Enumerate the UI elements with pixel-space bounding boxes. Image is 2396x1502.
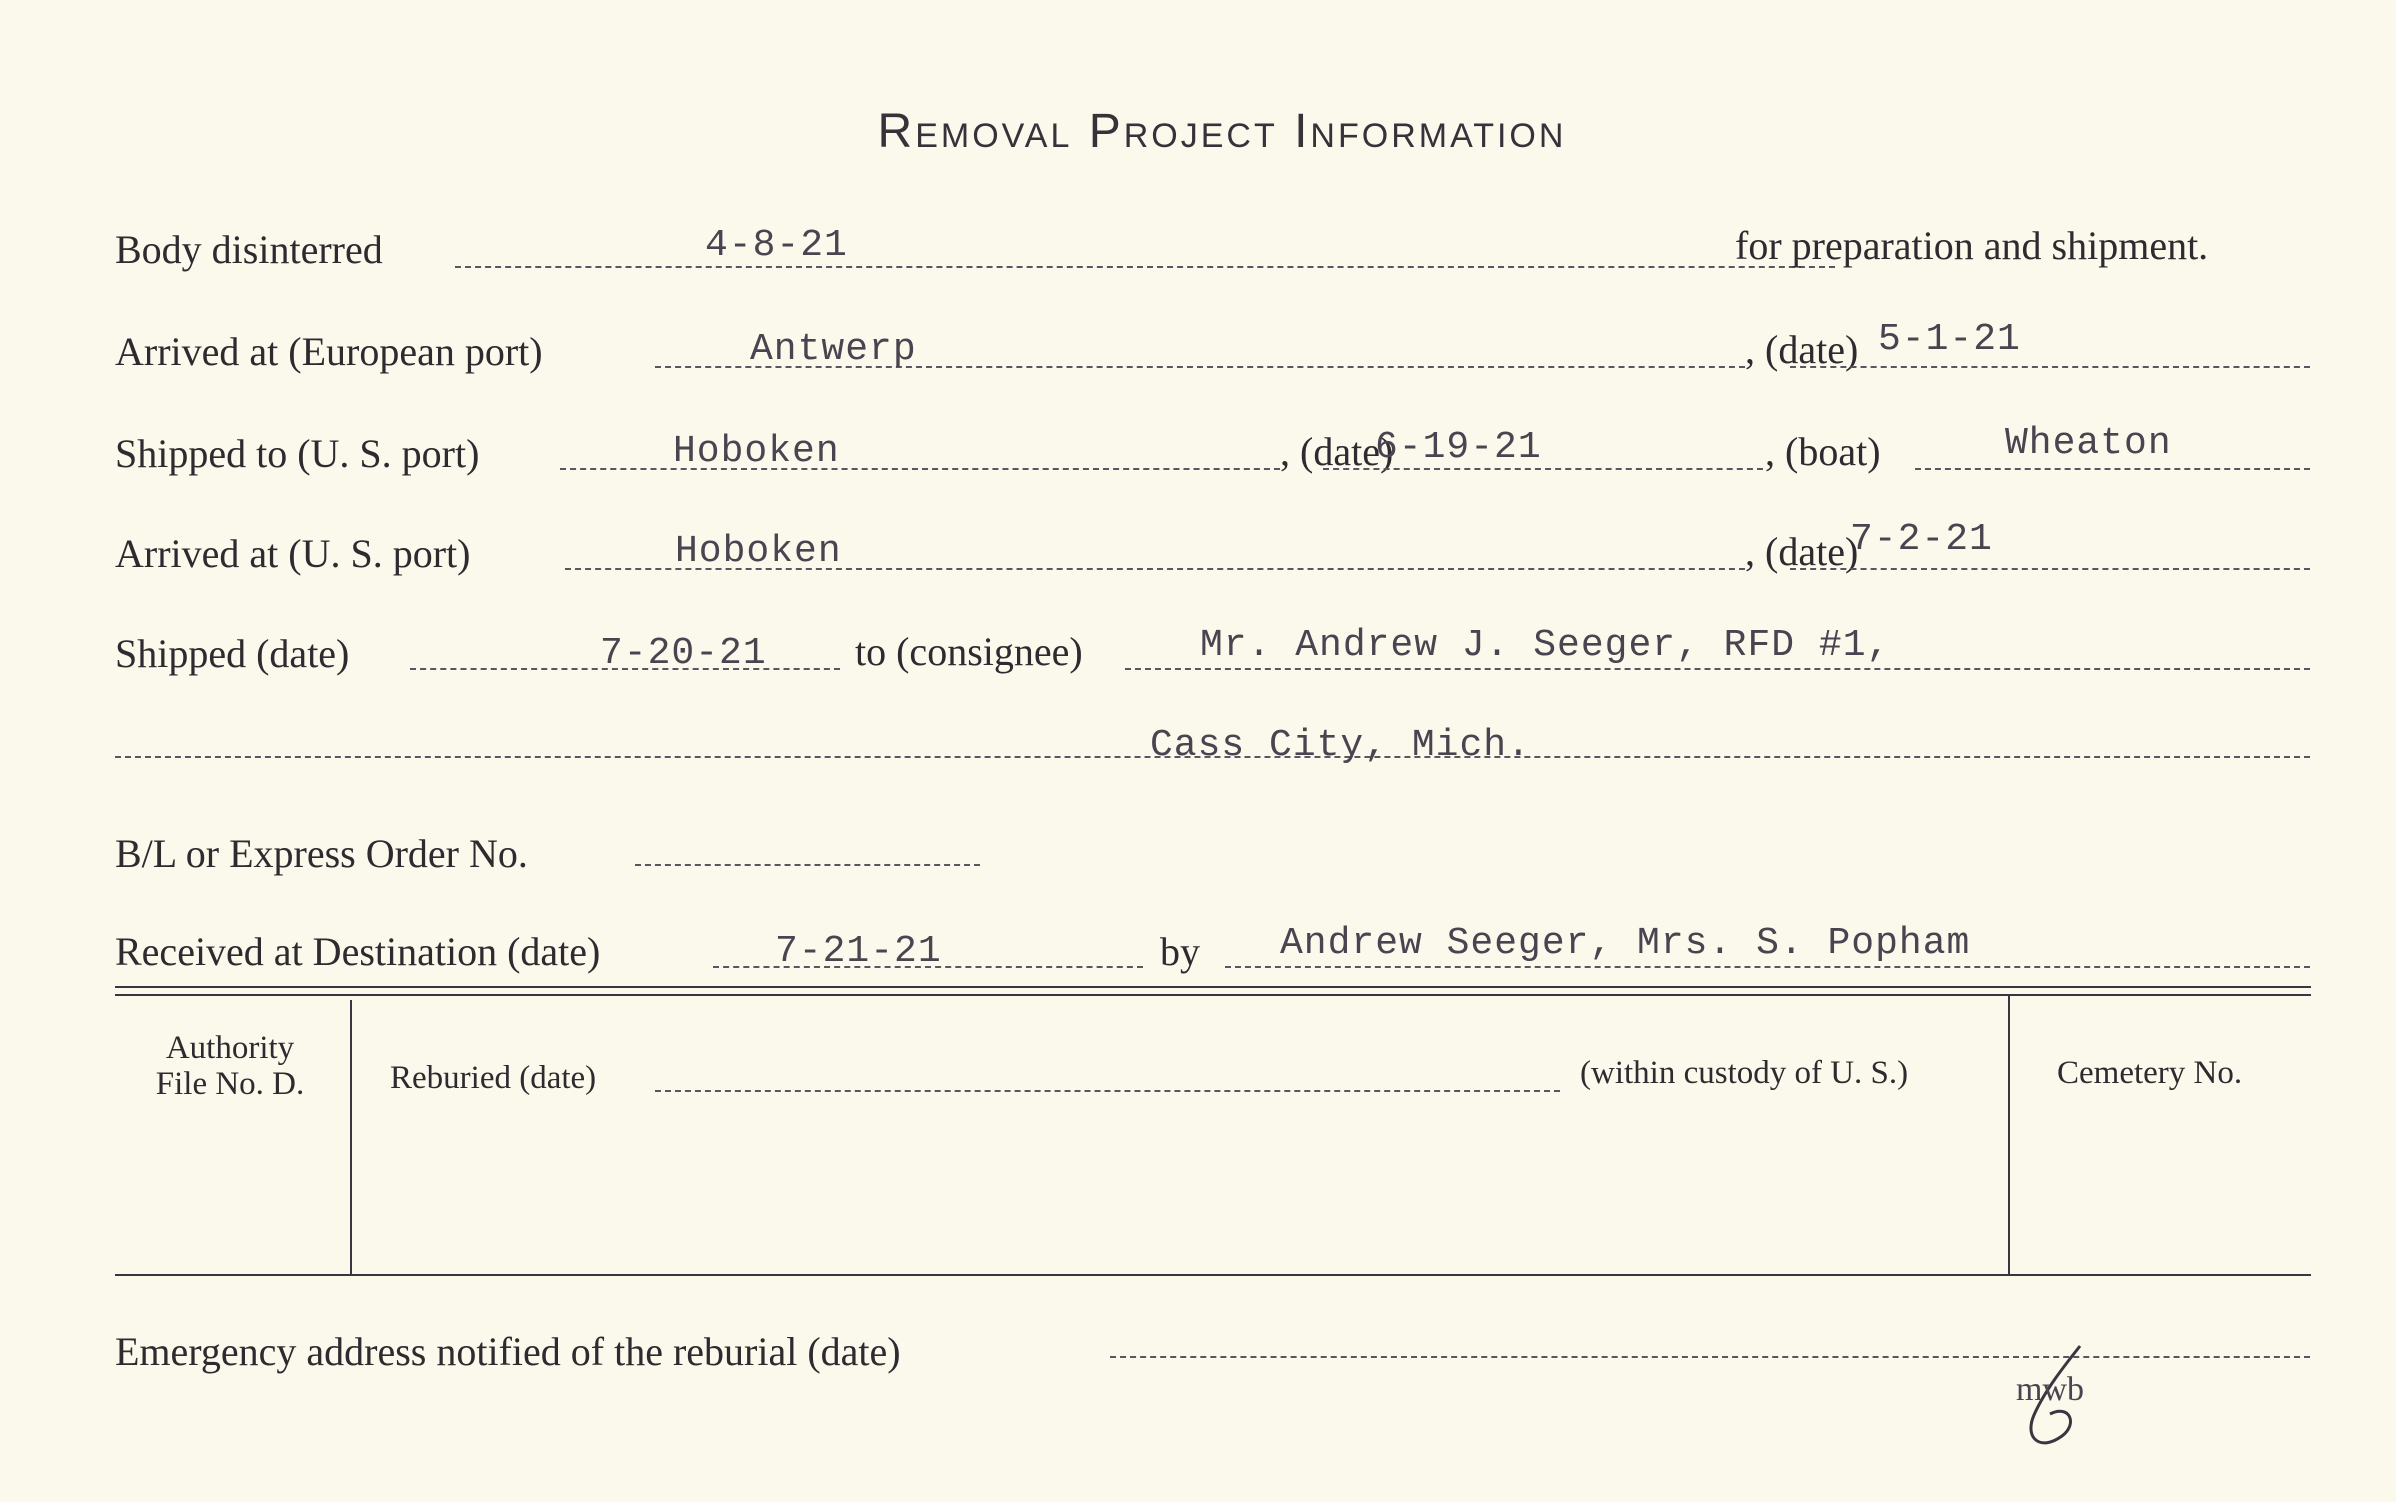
emergency-line xyxy=(1110,1356,2310,1358)
received-label: Received at Destination (date) xyxy=(115,929,601,974)
cemetery-label: Cemetery No. xyxy=(2057,1055,2243,1091)
arrived-us-label: Arrived at (U. S. port) xyxy=(115,531,471,576)
shipped-us-row xyxy=(115,422,2315,496)
consignee-line xyxy=(1125,668,2310,670)
reburied-label: Reburied (date) xyxy=(390,1060,597,1096)
shipped-date-label: Shipped (date) xyxy=(115,631,350,676)
box-top-rule-second xyxy=(115,994,2311,996)
custody-label: (within custody of U. S.) xyxy=(1580,1055,1909,1091)
shipped-us-date-label: , (date) xyxy=(1280,429,1394,474)
consignee-line1: Mr. Andrew J. Seeger, RFD #1, xyxy=(1200,624,1891,667)
received-date: 7-21-21 xyxy=(775,930,942,973)
received-by-line xyxy=(1225,966,2310,968)
body-disinterred-line xyxy=(455,266,1835,268)
received-row xyxy=(115,922,2315,992)
authority-line1: Authority xyxy=(165,1030,295,1066)
emergency-row xyxy=(115,1324,2315,1394)
arrived-us-date: 7-2-21 xyxy=(1850,518,1993,561)
handwritten-initials xyxy=(2010,1340,2120,1465)
arrived-european-label: Arrived at (European port) xyxy=(115,329,543,374)
emergency-label: Emergency address notified of the reburial (date) xyxy=(115,1329,901,1374)
shipped-us-port-line xyxy=(560,468,1280,470)
authority-label xyxy=(140,1030,320,1102)
shipped-us-label: Shipped to (U. S. port) xyxy=(115,431,480,476)
body-disinterred-row xyxy=(115,222,2315,292)
shipped-us-date: 6-19-21 xyxy=(1375,426,1542,469)
arrived-us-row xyxy=(115,518,2315,596)
reburied-line xyxy=(655,1090,1560,1092)
body-disinterred-value: 4-8-21 xyxy=(705,224,848,267)
consignee-line2: Cass City, Mich. xyxy=(1150,724,1531,767)
shipped-us-boat: Wheaton xyxy=(2005,422,2172,465)
bl-order-row xyxy=(115,824,2315,894)
arrived-european-port: Antwerp xyxy=(750,328,917,371)
body-disinterred-suffix: for preparation and shipment. xyxy=(1735,223,2209,268)
page-title: Removal Project Information xyxy=(877,105,1567,158)
box-bottom-rule xyxy=(115,1274,2311,1276)
bl-order-line xyxy=(635,864,980,866)
arrived-us-port: Hoboken xyxy=(675,530,842,573)
arrived-european-date-line xyxy=(1790,366,2310,368)
consignee-label: to (consignee) xyxy=(855,629,1083,674)
initials-mark-icon xyxy=(2010,1340,2120,1460)
shipped-date-value: 7-20-21 xyxy=(600,632,767,675)
arrived-european-date-label: , (date) xyxy=(1745,327,1859,372)
arrived-us-date-label: , (date) xyxy=(1745,529,1859,574)
body-disinterred-label: Body disinterred xyxy=(115,227,383,272)
box-top-rule xyxy=(115,986,2311,988)
arrived-european-row xyxy=(115,318,2315,394)
bl-order-label: B/L or Express Order No. xyxy=(115,831,528,876)
box-divider-left xyxy=(350,1000,352,1274)
shipped-date-row xyxy=(115,624,2315,694)
initials-text: mwb xyxy=(2016,1371,2084,1408)
shipped-us-port: Hoboken xyxy=(673,430,840,473)
shipped-us-boat-line xyxy=(1915,468,2310,470)
consignee-continuation-row xyxy=(115,724,2315,794)
received-by-label: by xyxy=(1160,929,1200,974)
box-divider-right xyxy=(2008,996,2010,1274)
shipped-us-boat-label: , (boat) xyxy=(1765,429,1881,474)
received-by: Andrew Seeger, Mrs. S. Popham xyxy=(1280,922,1971,965)
authority-line2: File No. D. xyxy=(155,1066,305,1102)
arrived-european-date: 5-1-21 xyxy=(1878,318,2021,361)
arrived-us-date-line xyxy=(1790,568,2310,570)
